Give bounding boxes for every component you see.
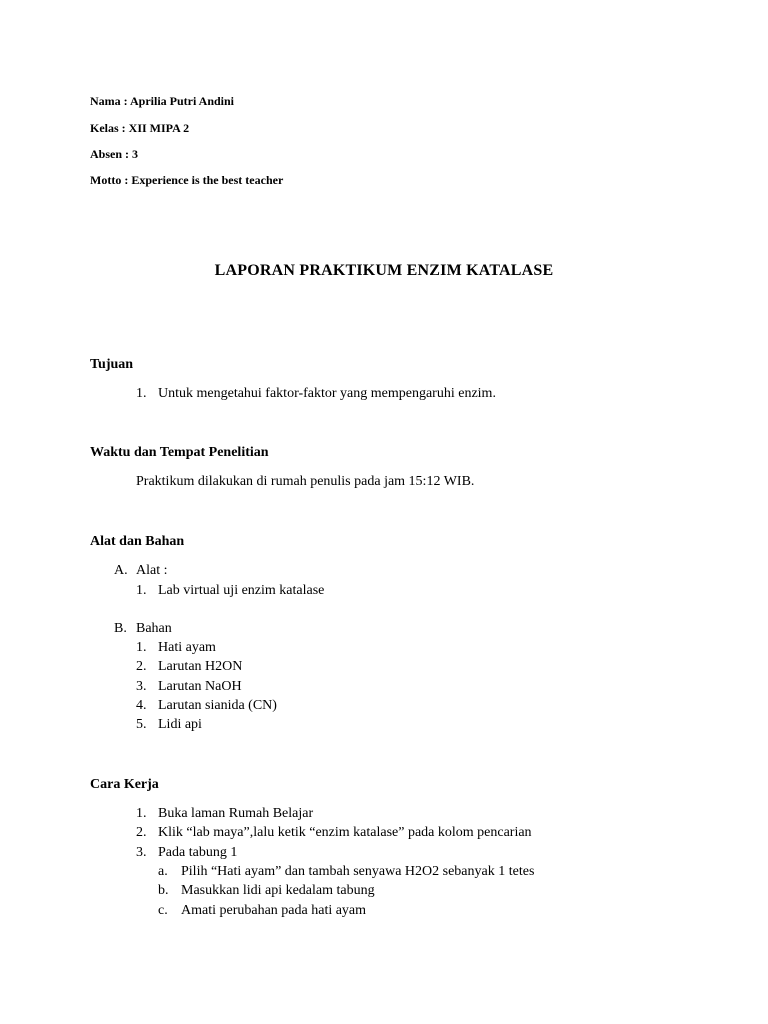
section-heading-alat-bahan: Alat dan Bahan [90,534,185,549]
student-name: Nama : Aprilia Putri Andini [90,94,235,108]
section-heading-tujuan: Tujuan [90,357,134,372]
student-motto: Motto : Experience is the best teacher [90,173,284,187]
section-heading-waktu: Waktu dan Tempat Penelitian [90,445,269,460]
student-class: Kelas : XII MIPA 2 [90,121,190,135]
student-absen: Absen : 3 [90,147,139,161]
waktu-text: Praktikum dilakukan di rumah penulis pada jam 15:12 WIB. [136,474,475,489]
document-page: Nama : Aprilia Putri Andini Kelas : XII MIPA 2 Absen : 3 Motto : Experience is the best teacher LAPORAN PRAKTIKUM ENZIM KATALASE Tujuan 1. Untuk mengetahui faktor-faktor yang mempengaruhi enzim. Waktu dan Tempat Penelitian Praktikum dilakukan di rumah penulis pada jam 15:12 WIB. Alat dan Bahan A. Alat : 1. Lab virtual uji enzim katalase B. Bahan 1. Hati ayam 2. Larutan H2ON 3. Larutan NaOH 4. Larutan sianida (CN) 5. Lidi api Cara Kerja 1. Buka laman Rumah Belajar 2. Klik “lab maya”,lalu ketik “enzim katalase” pada kolom pencarian 3. Pada tabung 1 a. Pilih “Hati ayam” dan tambah senyawa H2O2 sebanyak 1 tetes b. Masukkan lidi api kedalam tabung c. Amati perubahan pada hati ayam [0,0,768,1024]
document-title: LAPORAN PRAKTIKUM ENZIM KATALASE [214,262,554,279]
section-heading-cara-kerja: Cara Kerja [90,777,159,792]
